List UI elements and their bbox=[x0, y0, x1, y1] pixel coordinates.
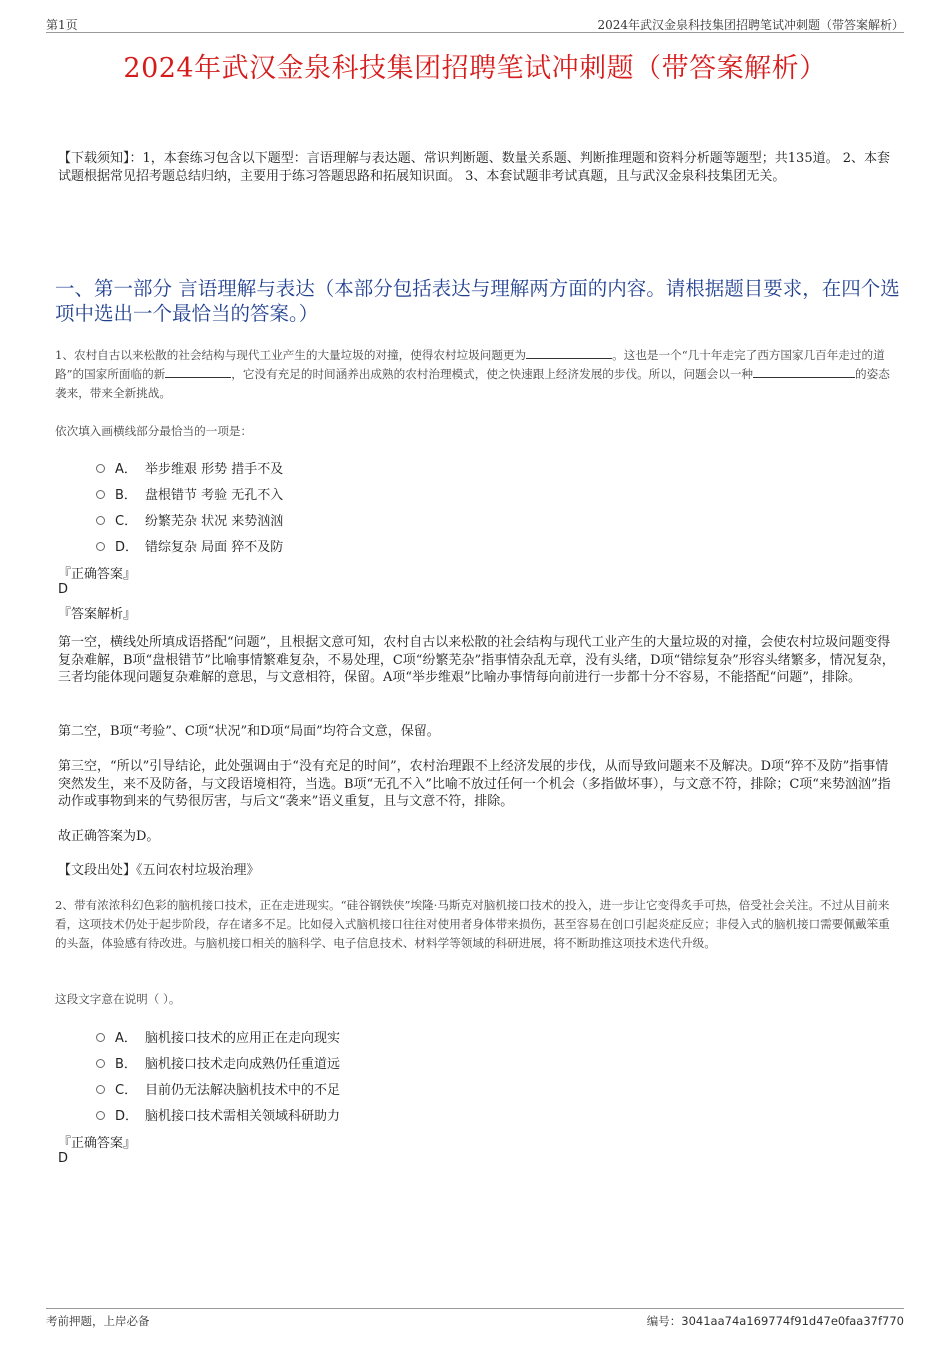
question-1-option-d[interactable]: D． 错综复杂 局面 猝不及防 bbox=[96, 536, 283, 555]
analysis-paragraph-1: 第一空，横线处所填成语搭配“问题”，且根据文意可知，农村自古以来松散的社会结构与现代工业产生的大量垃圾的对撞，会使农村垃圾问题变得复杂难解，B项“盘根错节”比喻事情繁难复杂，不易处理，C项“纷繁芜杂”指事情杂乱无章，没有头绪，D项“错综复杂”形容头绪繁多，情况复杂，三者均能体现问题复杂难解的意思，与文意相符，保留。A项“举步维艰”比喻办事情每向前进行一步都十分不容易，不能搭配“问题”，排除。 bbox=[58, 635, 895, 685]
analysis-paragraph-3: 第三空，“所以”引导结论，此处强调由于“没有充足的时间”，农村治理跟不上经济发展的步伐，从而导致问题来不及解决。D项“猝不及防”指事情突然发生，来不及防备，与文段语境相符，当选。B项“无孔不入”比喻不放过任何一个机会（多指做坏事），与文意不符，排除；C项“来势汹汹”指动作或事物到来的气势很厉害，与后文“袭来”语义重复，且与文意不符，排除。 bbox=[58, 759, 891, 809]
download-notice: 【下载须知】：1，本套练习包含以下题型：言语理解与表达题、常识判断题、数量关系题、判断推理题和资料分析题等题型；共135道。 2、本套试题根据常见招考题总结归纳，主要用于练习答题思路和拓展知识面。 3、本套试题非考试真题，且与武汉金泉科技集团无关。 bbox=[58, 151, 890, 184]
question-1-prompt: 依次填入画横线部分最恰当的一项是： bbox=[55, 424, 253, 438]
question-2-option-b[interactable]: B． 脑机接口技术走向成熟仍任重道远 bbox=[96, 1053, 340, 1072]
question-2-text: 2、带有浓浓科幻色彩的脑机接口技术，正在走进现实。“硅谷钢铁侠”埃隆·马斯克对脑机接口技术的投入，进一步让它变得炙手可热，倍受社会关注。不过从目前来看，这项技术仍处于起步阶段，存在诸多不足。比如侵入式脑机接口往往对使用者身体带来损伤，甚至容易在创口引起炎症反应；非侵入式的脑机接口需要佩戴笨重的头盔，体验感有待改进。与脑机接口相关的脑科学、电子信息技术、材料学等领域的科研进展，将不断助推这项技术迭代升级。 bbox=[55, 898, 890, 950]
page-title: 2024年武汉金泉科技集团招聘笔试冲刺题（带答案解析） bbox=[123, 53, 827, 84]
blank-1 bbox=[526, 346, 612, 359]
header-doc-title: 2024年武汉金泉科技集团招聘笔试冲刺题（带答案解析） bbox=[597, 18, 904, 32]
radio-icon[interactable] bbox=[96, 464, 105, 473]
radio-icon[interactable] bbox=[96, 542, 105, 551]
question-1-option-a[interactable]: A． 举步维艰 形势 措手不及 bbox=[96, 458, 283, 477]
header-rule bbox=[46, 32, 904, 33]
question-2-option-a[interactable]: A． 脑机接口技术的应用正在走向现实 bbox=[96, 1027, 340, 1046]
radio-icon[interactable] bbox=[96, 516, 105, 525]
question-2-prompt: 这段文字意在说明（ ）。 bbox=[55, 992, 181, 1006]
question-1-option-c[interactable]: C． 纷繁芜杂 状况 来势汹汹 bbox=[96, 510, 283, 529]
footer-rule bbox=[46, 1308, 904, 1309]
radio-icon[interactable] bbox=[96, 1059, 105, 1068]
page-number: 第1页 bbox=[46, 18, 78, 32]
question-2-option-c[interactable]: C． 目前仍无法解决脑机技术中的不足 bbox=[96, 1079, 340, 1098]
question-1-option-b[interactable]: B． 盘根错节 考验 无孔不入 bbox=[96, 484, 283, 503]
radio-icon[interactable] bbox=[96, 1111, 105, 1120]
question-1-source: 【文段出处】《五问农村垃圾治理》 bbox=[58, 863, 260, 878]
question-1-analysis-label: 『答案解析』 bbox=[58, 607, 137, 622]
question-1-text: 1、农村自古以来松散的社会结构与现代工业产生的大量垃圾的对撞，使得农村垃圾问题更为 。这也是一个“几十年走完了西方国家几百年走过的道路”的国家所面临的新 ，它没有充足的时间涵养出成熟的农村治理模式，使之快速跟上经济发展的步伐。所以，问题会以一种 的姿态袭来，带来全新挑战。 bbox=[55, 348, 890, 400]
question-1-answer: D bbox=[58, 582, 69, 597]
question-2-answer: D bbox=[58, 1151, 69, 1166]
analysis-paragraph-2: 第二空，B项“考验”、C项“状况”和D项“局面”均符合文意，保留。 bbox=[58, 724, 440, 739]
blank-3 bbox=[753, 365, 855, 378]
radio-icon[interactable] bbox=[96, 490, 105, 499]
footer-code: 编号：3041aa74a169774f91d47e0faa37f770 bbox=[646, 1314, 904, 1328]
question-2-answer-label: 『正确答案』 bbox=[58, 1136, 137, 1151]
question-2-option-d[interactable]: D． 脑机接口技术需相关领域科研助力 bbox=[96, 1105, 340, 1124]
radio-icon[interactable] bbox=[96, 1085, 105, 1094]
radio-icon[interactable] bbox=[96, 1033, 105, 1042]
footer-slogan: 考前押题，上岸必备 bbox=[46, 1314, 150, 1328]
question-1-answer-label: 『正确答案』 bbox=[58, 567, 137, 582]
blank-2 bbox=[165, 365, 231, 378]
analysis-paragraph-4: 故正确答案为D。 bbox=[58, 829, 160, 844]
section-heading: 一、第一部分 言语理解与表达（本部分包括表达与理解两方面的内容。请根据题目要求，在四个选项中选出一个最恰当的答案。） bbox=[55, 277, 900, 325]
